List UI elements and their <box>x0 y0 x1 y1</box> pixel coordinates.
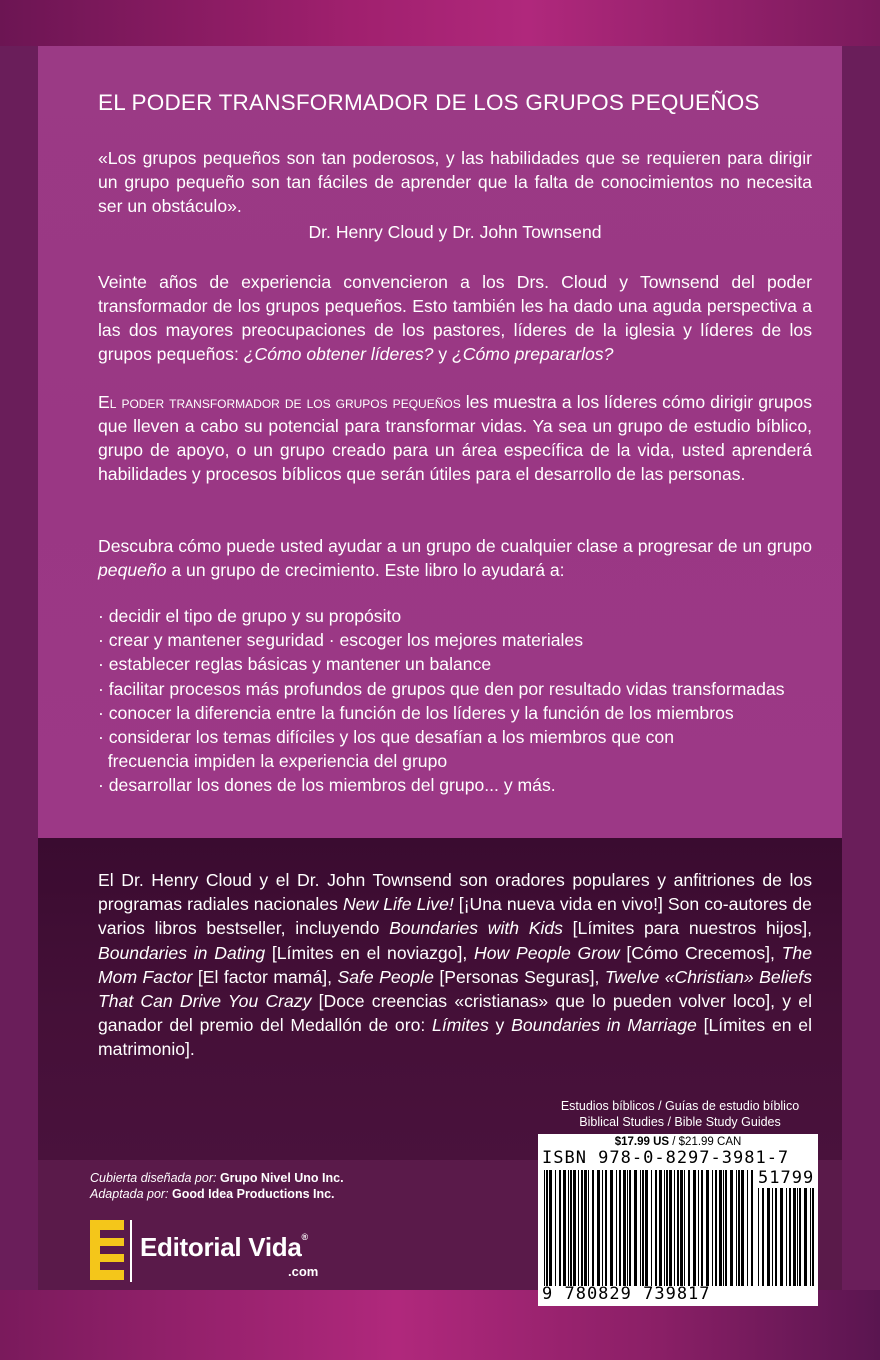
ean5-barcode <box>758 1188 814 1286</box>
book-title: EL PODER TRANSFORMADOR DE LOS GRUPOS PEQUEÑOS <box>98 90 760 115</box>
category-label <box>540 1098 820 1130</box>
author-bio: El Dr. Henry Cloud y el Dr. John Townsend son oradores populares y anfitriones de los programas radiales nacionales New Life Live! [¡Una nueva vida en vivo!] Son co-autores de varios libros bestseller, incluyendo Boundaries with Kids [Límites para nuestros hijos], Boundaries in Dating [Límites en el noviazgo], How People Grow [Cómo Crecemos], The Mom Factor [El factor mamá], Safe People [Personas Seguras], Twelve «Christian» Beliefs That Can Drive You Crazy [Doce creencias «cristianas» que lo pueden volver loco], y el ganador del premio del Medallón de oro: Límites y Boundaries in Marriage [Límites en el matrimonio]. <box>98 870 812 1060</box>
price-code: 51799 <box>758 1168 815 1188</box>
publisher-name: Editorial Vida® <box>140 1232 308 1262</box>
list-item: · desarrollar los dones de los miembros del grupo... y más. <box>98 775 556 796</box>
category-spanish: Estudios bíblicos / Guías de estudio bíblico <box>560 1099 800 1113</box>
list-item: frecuencia impiden la experiencia del grupo <box>98 751 448 772</box>
price-label: $17.99 US / $21.99 CAN <box>614 1136 742 1148</box>
description-paragraph-3: Descubra cómo puede usted ayudar a un grupo de cualquier clase a progresar de un grupo pequeño a un grupo de crecimiento. Este libro lo ayudará a: <box>98 536 812 580</box>
endorsement-quote: «Los grupos pequeños son tan poderosos, y las habilidades que se requieren para dirigir un grupo pequeño son tan fáciles de aprender que la falta de conocimientos no necesita ser un obstáculo». <box>98 148 812 216</box>
benefit-list <box>98 604 818 798</box>
ean-number: 9 780829 739817 <box>542 1284 711 1304</box>
ean13-barcode <box>544 1170 754 1286</box>
list-item: · conocer la diferencia entre la función de los líderes y la función de los miembros <box>98 702 734 723</box>
list-item: · establecer reglas básicas y mantener un balance <box>98 654 492 675</box>
list-item: · facilitar procesos más profundos de grupos que den por resultado vidas transformadas <box>98 678 785 699</box>
adaptation-credit: Adaptada por: Good Idea Productions Inc. <box>90 1187 335 1201</box>
description-paragraph-2: El poder transformador de los grupos pequeños les muestra a los líderes cómo dirigir grupos que lleven a cabo su potencial para transformar vidas. Ya sea un grupo de estudio bíblico, grupo de apoyo, o un grupo creado para un área específica de la vida, usted aprenderá habilidades y procesos bíblicos que serán útiles para el desarrollo de las personas. <box>98 392 812 484</box>
logo-divider <box>130 1220 132 1282</box>
barcode-box <box>538 1134 818 1306</box>
cover-design-credit: Cubierta diseñada por: Grupo Nivel Uno Inc. <box>90 1171 344 1185</box>
publisher-logo <box>90 1220 360 1282</box>
publisher-mark-icon <box>90 1220 124 1280</box>
isbn-number: ISBN 978-0-8297-3981-7 <box>542 1148 790 1168</box>
description-paragraph-1: Veinte años de experiencia convencieron a los Drs. Cloud y Townsend del poder transformador de los grupos pequeños. Esto también les ha dado una aguda perspectiva a las dos mayores preocupaciones de los pastores, líderes de la iglesia y líderes de los grupos pequeños: ¿Cómo obtener líderes? y ¿Cómo prepararlos? <box>98 272 812 364</box>
top-band <box>0 0 880 46</box>
list-item: · considerar los temas difíciles y los que desafían a los miembros que con <box>98 727 674 748</box>
cover-credits <box>90 1170 344 1202</box>
category-english: Biblical Studies / Bible Study Guides <box>579 1115 781 1129</box>
quote-author: Dr. Henry Cloud y Dr. John Townsend <box>308 222 602 242</box>
publisher-domain: .com <box>288 1264 319 1279</box>
list-item: · crear y mantener seguridad · escoger los mejores materiales <box>98 630 584 651</box>
list-item: · decidir el tipo de grupo y su propósito <box>98 606 402 626</box>
